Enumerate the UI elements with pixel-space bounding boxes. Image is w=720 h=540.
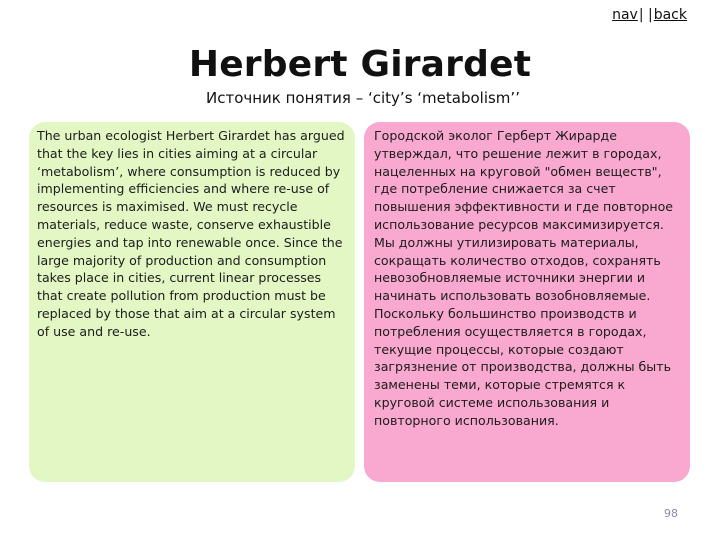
- russian-paragraph: Городской эколог Герберт Жирарде утверждал, что решение лежит в городах, нацеленных на круговой "обмен веществ", где потребление снижается за счет повышения эффективности и где повторное использование ресурсов максимизируется. Мы должны утилизировать материалы, сокращать количество отходов, сохранять невозобновляемые источники энергии и начинать использовать возобновляемые. Поскольку большинство производств и потребления осуществляется в городах, текущие процессы, которые создают загрязнение от производства, должны быть заменены теми, которые стремятся к круговой системе использования и повторного использования.: [374, 128, 674, 428]
- page-number: 98: [664, 507, 678, 520]
- nav-link[interactable]: nav: [612, 7, 638, 23]
- navigation-bar: [612, 7, 687, 23]
- russian-text-panel: [364, 122, 690, 482]
- slide-title-container: [0, 44, 720, 85]
- english-text-panel: [29, 122, 355, 482]
- nav-separator: | |: [638, 7, 653, 23]
- slide-subtitle: Источник понятия – ‘city’s ‘metabolism’’: [206, 89, 520, 107]
- english-paragraph: The urban ecologist Herbert Girardet has argued that the key lies in cities aiming at a circular ‘metabolism’, where consumption is reduced by implementing efficiencies and where re-use of resources is maximised. We must recycle materials, reduce waste, conserve exhaustible energies and tap into renewable once. Since the large majority of production and consumption takes place in cities, current linear processes that create pollution from production must be replaced by those that aim at a circular system of use and re-use.: [37, 128, 345, 339]
- back-link[interactable]: back: [653, 7, 687, 23]
- slide-title: Herbert Girardet: [188, 44, 532, 85]
